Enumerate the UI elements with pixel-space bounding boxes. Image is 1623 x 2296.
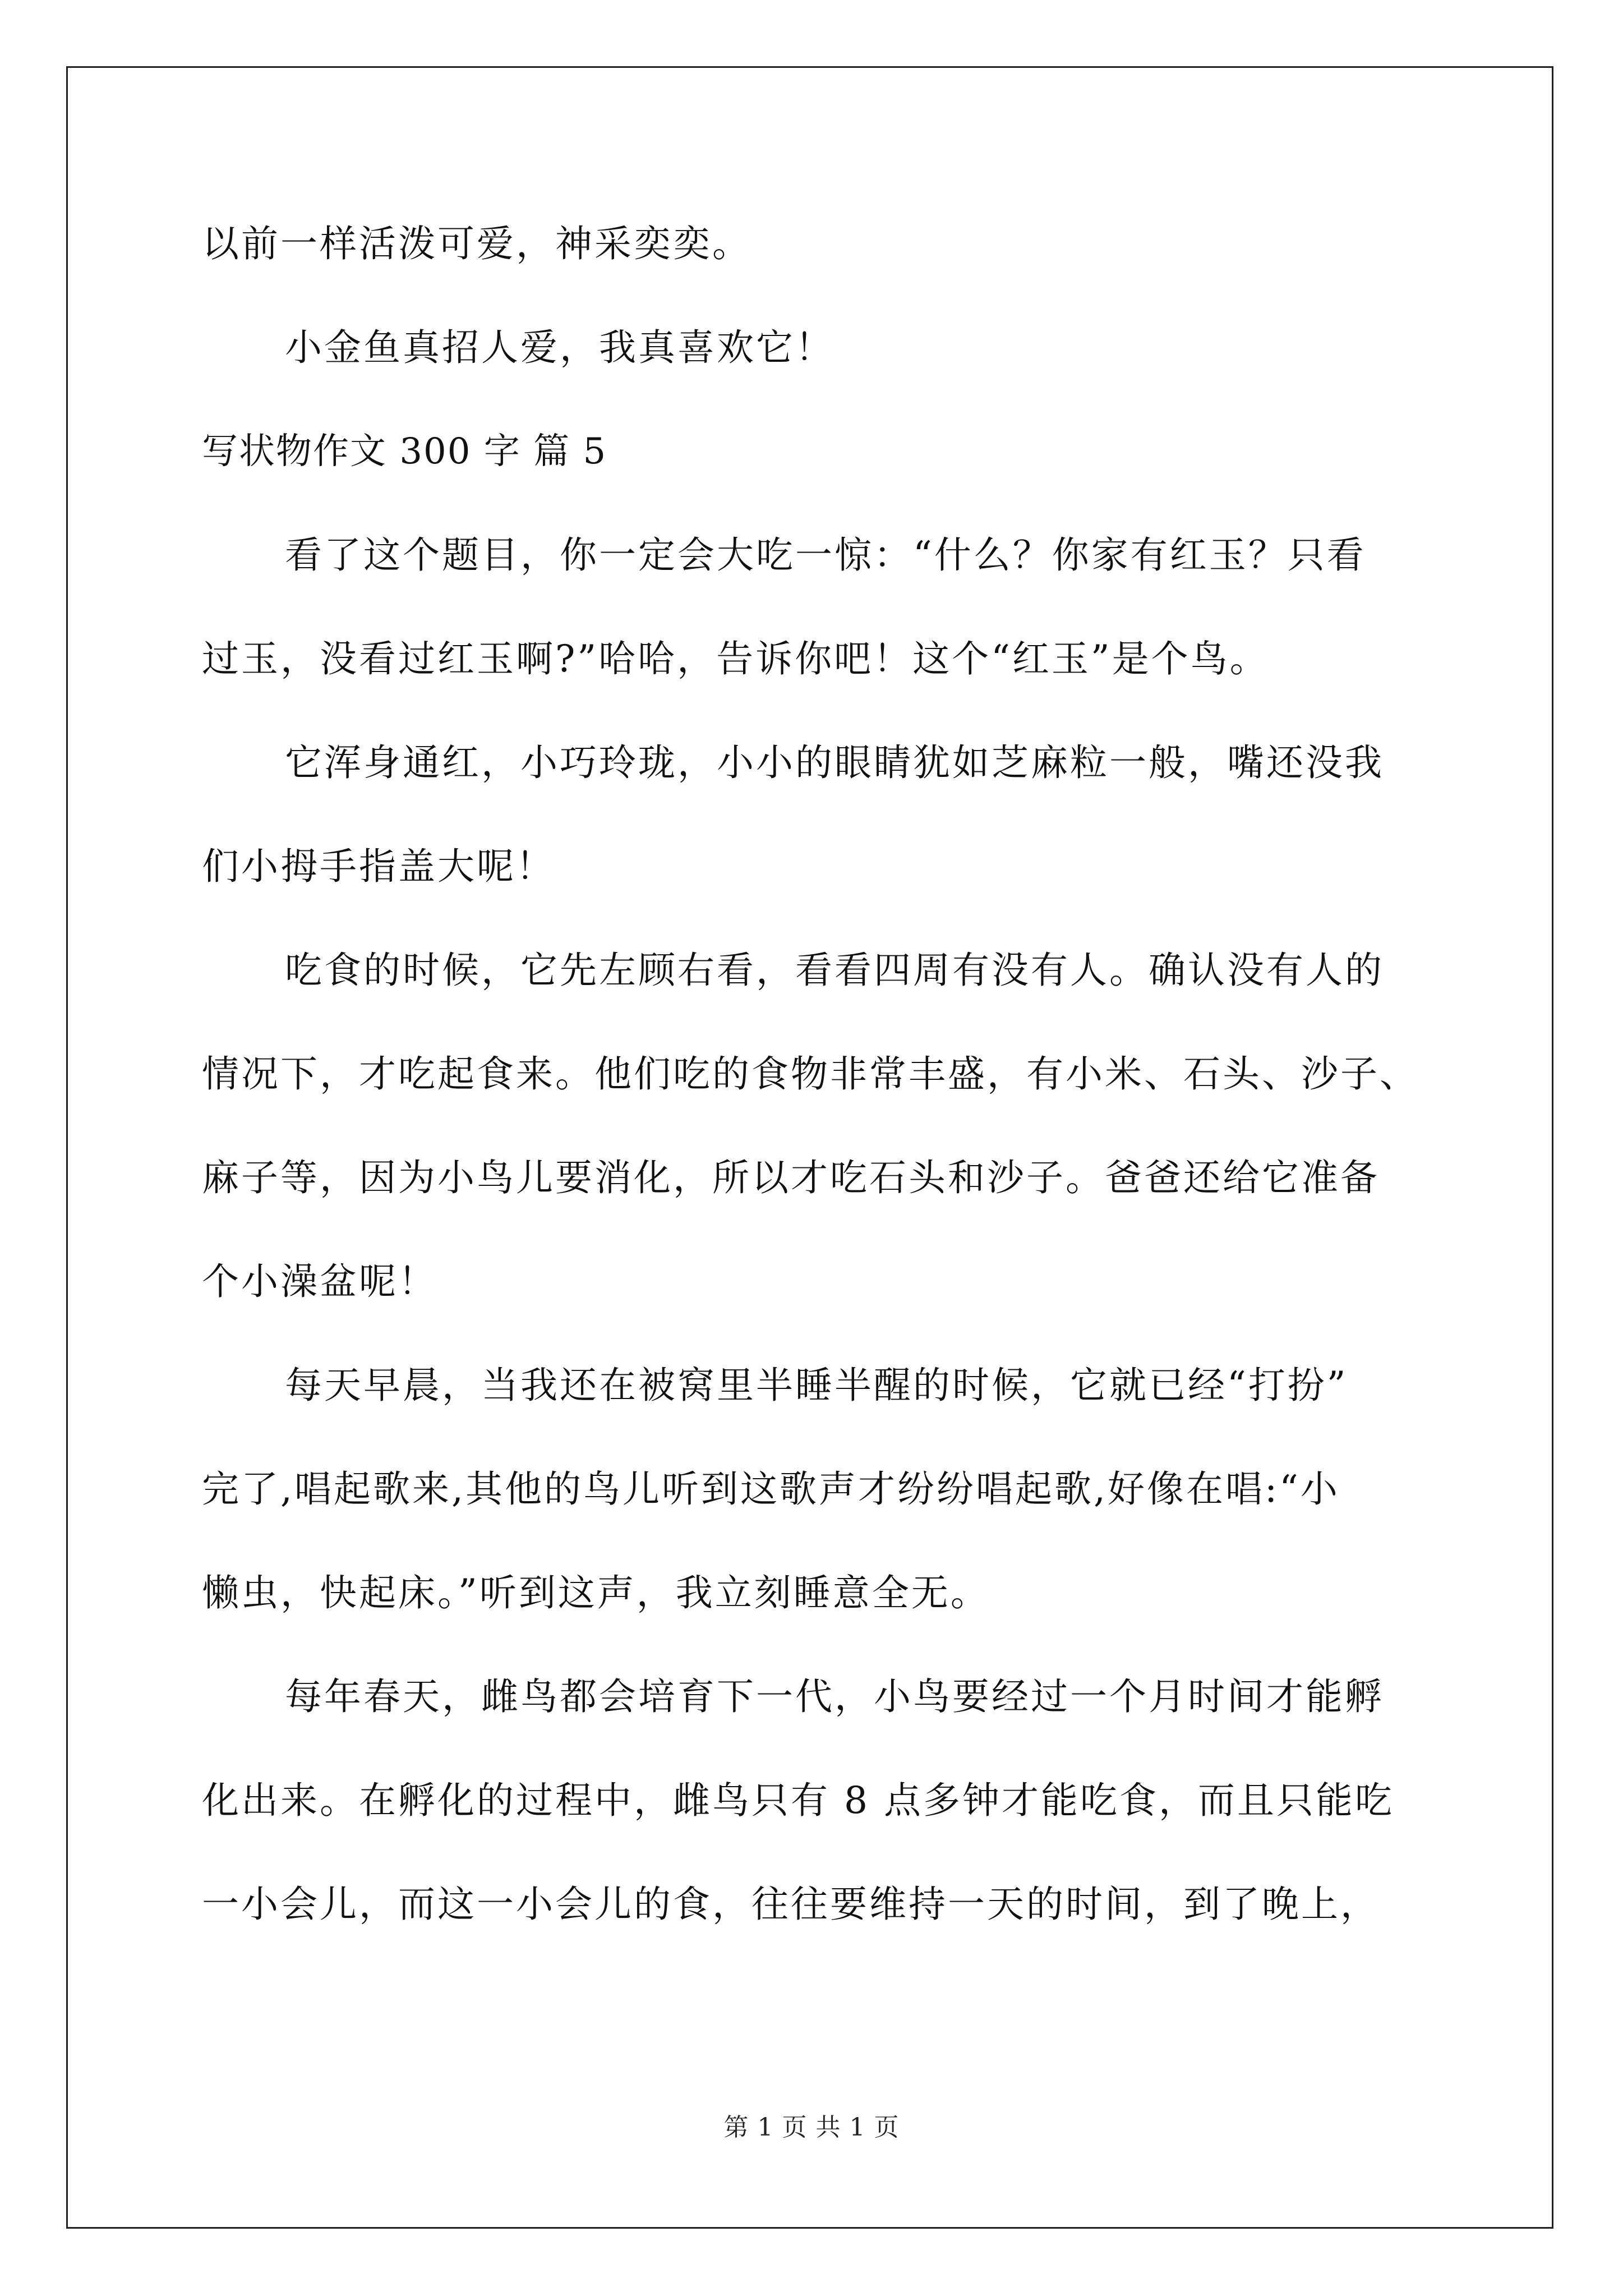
paragraph-line: 每年春天，雌鸟都会培育下一代，小鸟要经过一个月时间才能孵 [285,1675,1384,1718]
paragraph-line: 完了,唱起歌来,其他的鸟儿听到这歌声才纷纷唱起歌,好像在唱:“小 [202,1467,1340,1511]
paragraph-line: 吃食的时候，它先左顾右看，看看四周有没有人。确认没有人的 [285,949,1384,992]
paragraph-line: 情况下，才吃起食来。他们吃的食物非常丰盛，有小米、石头、沙子、 [202,1052,1419,1096]
paragraph-line: 懒虫，快起床。”听到这声，我立刻睡意全无。 [202,1571,990,1614]
paragraph-line: 每天早晨，当我还在被窝里半睡半醒的时候，它就已经“打扮” [285,1364,1348,1407]
paragraph-line: 小金鱼真招人爱，我真喜欢它！ [285,326,834,369]
section-heading: 写状物作文 300 字 篇 5 [202,431,607,472]
paragraph-line: 个小澡盆呢！ [202,1260,437,1303]
paragraph-line: 麻子等，因为小鸟儿要消化，所以才吃石头和沙子。爸爸还给它准备 [202,1156,1380,1199]
paragraph-line: 看了这个题目，你一定会大吃一惊：“什么？你家有红玉？只看 [285,533,1366,577]
paragraph-line: 们小拇手指盖大呢！ [202,845,555,888]
paragraph-line: 以前一样活泼可爱，神采奕奕。 [202,222,751,265]
paragraph-line: 它浑身通红，小巧玲珑，小小的眼睛犹如芝麻粒一般，嘴还没我 [285,741,1384,784]
paragraph-line: 化出来。在孵化的过程中，雌鸟只有 8 点多钟才能吃食，而且只能吃 [202,1779,1394,1822]
paragraph-line: 一小会儿，而这一小会儿的食，往往要维持一天的时间，到了晚上， [202,1883,1380,1926]
page-number-footer: 第 1 页 共 1 页 [723,2113,900,2142]
paragraph-line: 过玉，没看过红玉啊?”哈哈，告诉你吧！这个“红玉”是个鸟。 [202,637,1269,680]
